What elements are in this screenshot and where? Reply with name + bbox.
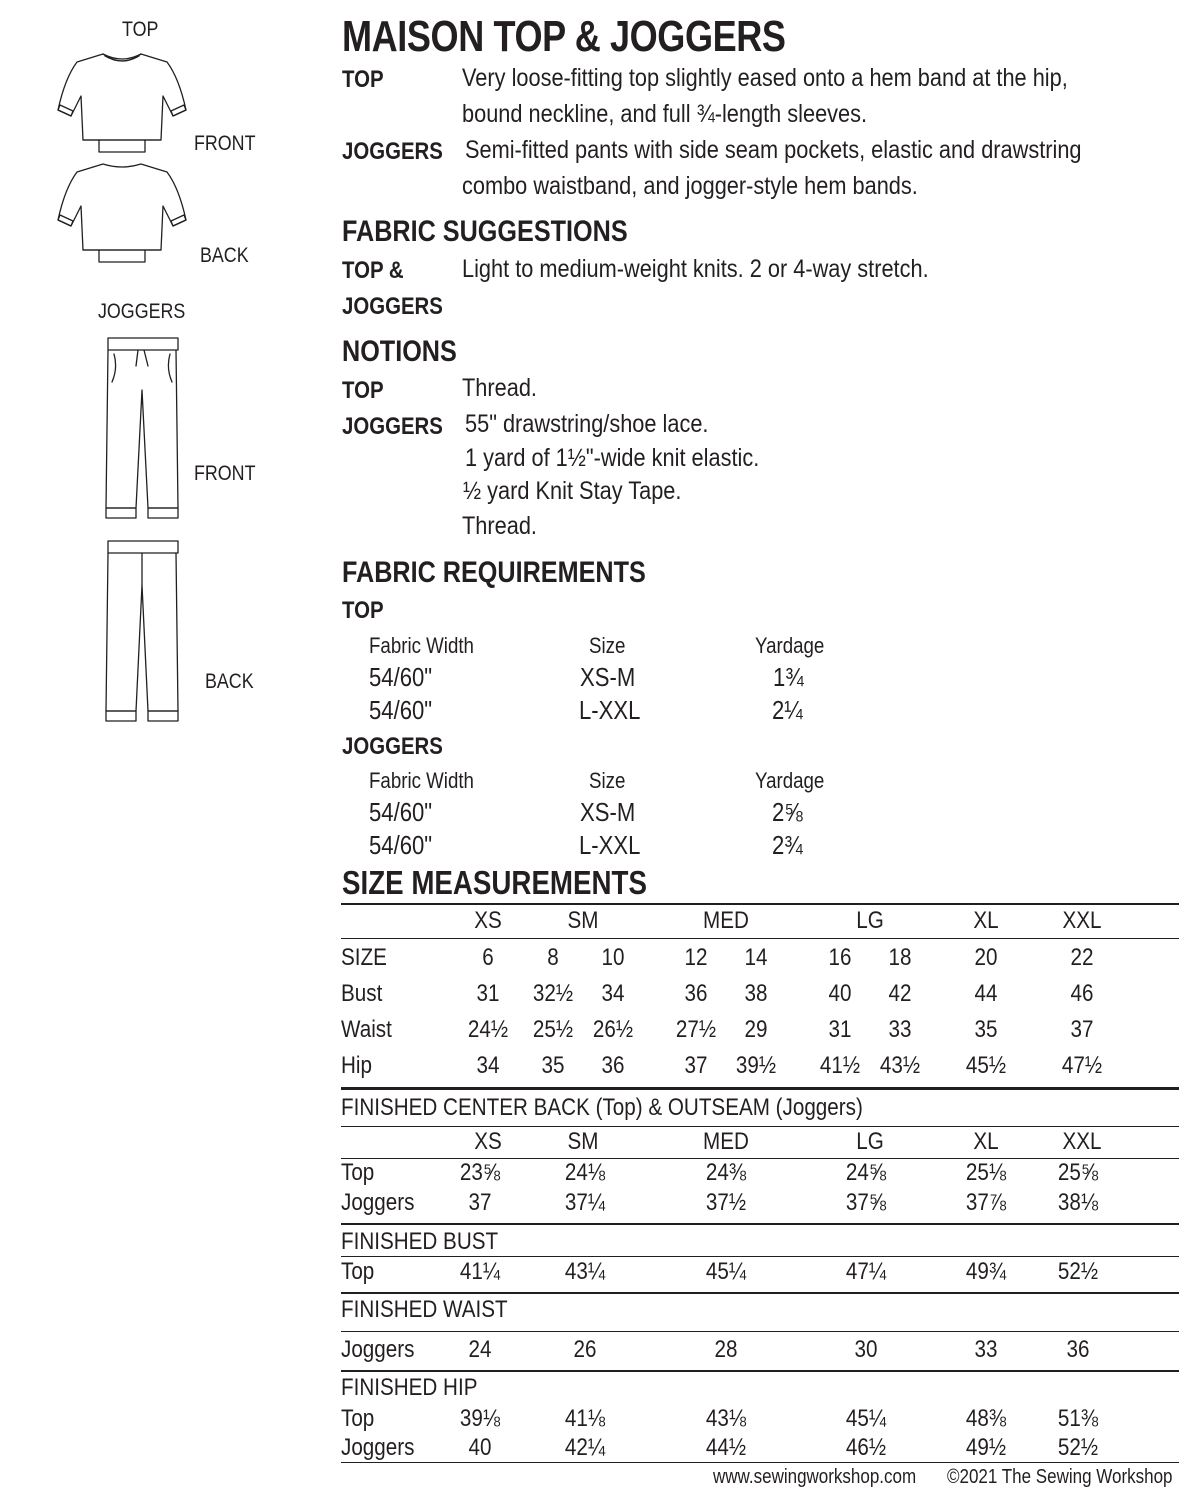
table-rule	[341, 938, 1179, 939]
size-group-header: LG	[856, 1128, 884, 1155]
measure-cell: 36	[601, 1052, 625, 1079]
footer-website: www.sewingworkshop.com	[713, 1466, 917, 1488]
measure-cell: 31	[828, 1016, 852, 1043]
description-joggers-line2: combo waistband, and jogger-style hem bands.	[462, 172, 918, 200]
measure-cell: 46	[1070, 980, 1094, 1007]
finished-cell: 30	[854, 1336, 878, 1363]
finished-cell: 24⅛	[564, 1159, 606, 1186]
fabric-requirements-heading: FABRIC REQUIREMENTS	[342, 556, 646, 589]
finished-cell: 25⅛	[965, 1159, 1007, 1186]
fabric-requirements-joggers-label: JOGGERS	[342, 733, 443, 760]
finished-cell: 43⅛	[705, 1405, 747, 1432]
top-front-label: FRONT	[194, 132, 256, 155]
finished-cell: 28	[714, 1336, 738, 1363]
joggers-front-drawing	[100, 332, 185, 524]
description-top-line1: Very loose-fitting top slightly eased onto a hem band at the hip,	[462, 64, 1068, 92]
size-cell: L-XXL	[579, 830, 641, 860]
size-group-header: MED	[703, 1128, 749, 1155]
finished-cell: 45¼	[705, 1258, 747, 1285]
measure-cell: 32½	[532, 980, 574, 1007]
finished-cell: 52½	[1057, 1258, 1099, 1285]
size-group-header: XL	[973, 1128, 999, 1155]
page-title: MAISON TOP & JOGGERS	[342, 12, 786, 61]
measure-cell: 8	[547, 944, 559, 971]
measure-cell: 35	[541, 1052, 565, 1079]
finished-cell: 36	[1066, 1336, 1090, 1363]
finished-section-heading: FINISHED WAIST	[341, 1296, 508, 1323]
notions-joggers-line: 55" drawstring/shoe lace.	[465, 410, 709, 438]
measure-cell: 35	[974, 1016, 998, 1043]
measure-cell: 12	[684, 944, 708, 971]
finished-cell: 26	[573, 1336, 597, 1363]
measure-cell: 16	[828, 944, 852, 971]
measure-cell: 31	[476, 980, 500, 1007]
measure-cell: 24½	[467, 1016, 509, 1043]
finished-cell: 45¼	[845, 1405, 887, 1432]
measure-cell: 22	[1070, 944, 1094, 971]
notions-joggers-line: Thread.	[462, 512, 537, 540]
finished-cell: 37½	[705, 1189, 747, 1216]
table-rule	[341, 1462, 1179, 1463]
finished-cell: 24⅝	[845, 1159, 887, 1186]
size-group-header: XS	[474, 1128, 502, 1155]
measure-cell: 25½	[532, 1016, 574, 1043]
finished-row-label: Top	[341, 1159, 375, 1186]
table-rule	[341, 1370, 1179, 1372]
yardage-cell: 2¼	[772, 695, 803, 725]
fabric-requirements-top-label: TOP	[342, 597, 384, 624]
fabric-width-header: Fabric Width	[369, 768, 474, 793]
finished-cell: 24⅜	[705, 1159, 747, 1186]
notions-joggers-line: 1 yard of 1½"-wide knit elastic.	[465, 444, 760, 472]
finished-cell: 48⅜	[965, 1405, 1007, 1432]
measure-cell: 14	[744, 944, 768, 971]
measure-cell: 37	[684, 1052, 708, 1079]
measure-row-label: Waist	[341, 1016, 392, 1043]
finished-cell: 51⅜	[1057, 1405, 1099, 1432]
fabric-width-header: Fabric Width	[369, 633, 474, 658]
finished-cell: 24	[468, 1336, 492, 1363]
measure-cell: 47½	[1061, 1052, 1103, 1079]
measure-cell: 27½	[675, 1016, 717, 1043]
fabric-width-cell: 54/60"	[369, 695, 433, 725]
measure-cell: 18	[888, 944, 912, 971]
description-top-line2: bound neckline, and full ¾-length sleeves.	[462, 100, 868, 128]
size-group-header: XXL	[1062, 907, 1102, 934]
measure-cell: 39½	[735, 1052, 777, 1079]
size-group-header: MED	[703, 907, 749, 934]
joggers-back-drawing	[100, 535, 185, 727]
measure-cell: 34	[476, 1052, 500, 1079]
size-cell: L-XXL	[579, 695, 641, 725]
measure-cell: 37	[1070, 1016, 1094, 1043]
yardage-cell: 1¾	[773, 662, 804, 692]
finished-cell: 37	[468, 1189, 492, 1216]
top-back-drawing	[55, 158, 190, 268]
measure-cell: 33	[888, 1016, 912, 1043]
finished-row-label: Joggers	[341, 1434, 415, 1461]
finished-cell: 41¼	[459, 1258, 501, 1285]
notions-heading: NOTIONS	[342, 335, 457, 368]
finished-cell: 47¼	[845, 1258, 887, 1285]
footer-copyright: ©2021 The Sewing Workshop	[947, 1466, 1173, 1488]
size-group-header: SM	[567, 907, 599, 934]
description-joggers-label: JOGGERS	[342, 138, 443, 165]
description-joggers-line1: Semi-fitted pants with side seam pockets, elastic and drawstring	[465, 136, 1082, 164]
measure-cell: 29	[744, 1016, 768, 1043]
table-rule	[341, 1223, 1179, 1225]
table-rule	[341, 1256, 1179, 1257]
measure-row-label: Hip	[341, 1052, 372, 1079]
measure-cell: 44	[974, 980, 998, 1007]
finished-row-label: Top	[341, 1258, 375, 1285]
finished-cell: 37⅝	[845, 1189, 887, 1216]
finished-row-label: Joggers	[341, 1336, 415, 1363]
notions-joggers-line: ½ yard Knit Stay Tape.	[463, 477, 682, 505]
measure-row-label: SIZE	[341, 944, 387, 971]
joggers-front-label: FRONT	[194, 462, 256, 485]
size-measurements-heading: SIZE MEASUREMENTS	[342, 864, 647, 901]
joggers-illustration-label: JOGGERS	[98, 300, 186, 323]
table-rule	[341, 1126, 1179, 1127]
notions-top-label: TOP	[342, 377, 384, 404]
notions-top-text: Thread.	[462, 374, 537, 402]
joggers-back-label: BACK	[205, 670, 254, 693]
table-rule	[341, 1292, 1179, 1294]
finished-cell: 41⅛	[564, 1405, 606, 1432]
size-group-header: LG	[856, 907, 884, 934]
center-back-heading: FINISHED CENTER BACK (Top) & OUTSEAM (Joggers)	[341, 1094, 863, 1121]
finished-cell: 46½	[845, 1434, 887, 1461]
measure-cell: 36	[684, 980, 708, 1007]
fabric-width-cell: 54/60"	[369, 797, 433, 827]
finished-cell: 37¼	[564, 1189, 606, 1216]
finished-cell: 23⅝	[459, 1159, 501, 1186]
measure-cell: 40	[828, 980, 852, 1007]
size-cell: XS-M	[580, 662, 636, 692]
size-header: Size	[589, 633, 626, 658]
finished-cell: 49¾	[965, 1258, 1007, 1285]
measure-cell: 6	[482, 944, 494, 971]
measure-cell: 42	[888, 980, 912, 1007]
yardage-cell: 2⅝	[772, 797, 803, 827]
description-top-label: TOP	[342, 66, 384, 93]
yardage-header: Yardage	[755, 768, 825, 793]
finished-row-label: Joggers	[341, 1189, 415, 1216]
yardage-header: Yardage	[755, 633, 825, 658]
fabric-suggestions-text: Light to medium-weight knits. 2 or 4-way stretch.	[462, 255, 929, 283]
fabric-width-cell: 54/60"	[369, 662, 433, 692]
finished-cell: 52½	[1057, 1434, 1099, 1461]
finished-row-label: Top	[341, 1405, 375, 1432]
finished-cell: 40	[468, 1434, 492, 1461]
top-front-drawing	[55, 48, 190, 158]
measure-row-label: Bust	[341, 980, 383, 1007]
measure-cell: 26½	[592, 1016, 634, 1043]
finished-cell: 38⅛	[1057, 1189, 1099, 1216]
finished-cell: 37⅞	[965, 1189, 1007, 1216]
finished-cell: 33	[974, 1336, 998, 1363]
table-rule	[341, 903, 1179, 905]
measure-cell: 43½	[879, 1052, 921, 1079]
finished-cell: 44½	[705, 1434, 747, 1461]
measure-cell: 41½	[819, 1052, 861, 1079]
fabric-suggestions-heading: FABRIC SUGGESTIONS	[342, 215, 628, 248]
size-group-header: XL	[973, 907, 999, 934]
measure-cell: 34	[601, 980, 625, 1007]
size-group-header: XS	[474, 907, 502, 934]
notions-joggers-label: JOGGERS	[342, 413, 443, 440]
fabric-width-cell: 54/60"	[369, 830, 433, 860]
measure-cell: 38	[744, 980, 768, 1007]
fabric-suggestions-label-line1: TOP &	[342, 257, 404, 284]
table-rule	[341, 1331, 1179, 1332]
finished-section-heading: FINISHED BUST	[341, 1228, 499, 1255]
finished-cell: 39⅛	[459, 1405, 501, 1432]
finished-cell: 49½	[965, 1434, 1007, 1461]
measure-cell: 20	[974, 944, 998, 971]
finished-cell: 42¼	[564, 1434, 606, 1461]
top-back-label: BACK	[200, 244, 249, 267]
finished-cell: 43¼	[564, 1258, 606, 1285]
table-rule	[341, 1087, 1179, 1090]
finished-cell: 25⅝	[1057, 1159, 1099, 1186]
size-header: Size	[589, 768, 626, 793]
fabric-suggestions-label-line2: JOGGERS	[342, 293, 443, 320]
size-cell: XS-M	[580, 797, 636, 827]
size-group-header: SM	[567, 1128, 599, 1155]
yardage-cell: 2¾	[772, 830, 803, 860]
measure-cell: 10	[601, 944, 625, 971]
finished-section-heading: FINISHED HIP	[341, 1374, 478, 1401]
measure-cell: 45½	[965, 1052, 1007, 1079]
top-illustration-label: TOP	[122, 18, 159, 41]
size-group-header: XXL	[1062, 1128, 1102, 1155]
